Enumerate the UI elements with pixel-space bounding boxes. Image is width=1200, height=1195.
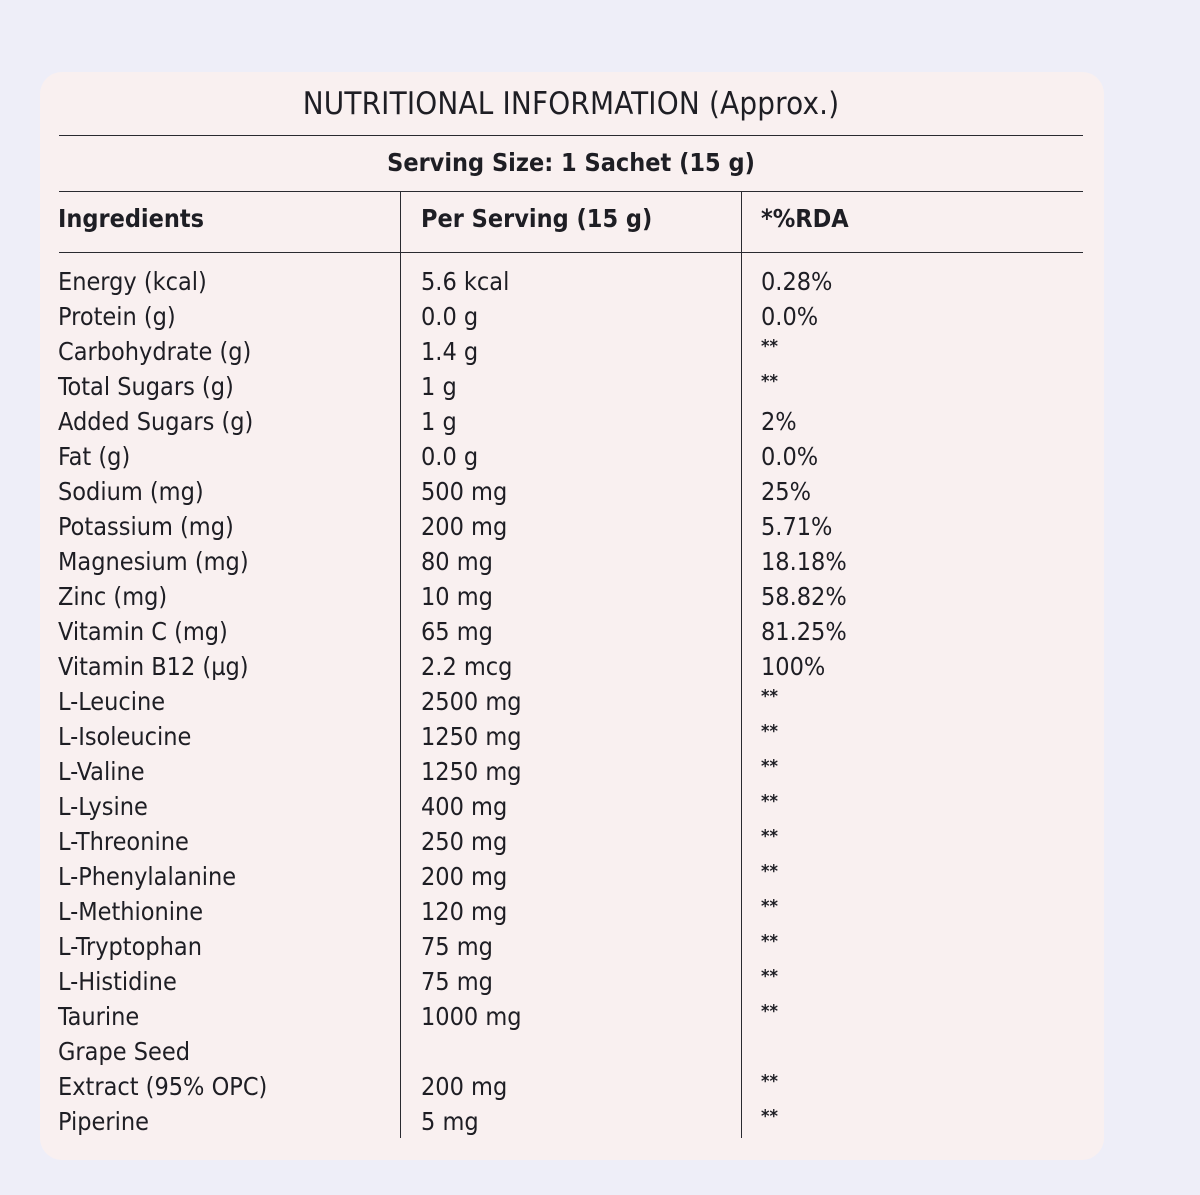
header-rda: *%RDA [761,204,849,233]
rda-value: ** [761,371,778,392]
table-row [0,614,1200,649]
rda-value: 81.25% [761,617,847,646]
ingredient-name [58,614,228,649]
ingredient-name [58,649,249,684]
rda-value: ** [761,686,778,707]
divider-serving [59,191,1083,192]
ingredient-name-line: Sodium (mg) [58,477,204,506]
rda-value: 0.0% [761,302,819,331]
per-serving-value: 1250 mg [421,757,522,786]
rda-value: 5.71% [761,512,833,541]
ingredient-name-line: L-Leucine [58,687,166,716]
ingredient-name-line: Fat (g) [58,442,131,471]
ingredient-name-line: L-Threonine [58,827,189,856]
per-serving-value: 200 mg [421,1072,508,1101]
per-serving-value: 5 mg [421,1107,479,1136]
rda-value: 2% [761,407,797,436]
rda-value: ** [761,1106,778,1127]
table-row [0,964,1200,999]
table-row [0,299,1200,334]
table-row [0,544,1200,579]
table-row [0,509,1200,544]
ingredient-name-line: Magnesium (mg) [58,547,249,576]
ingredient-name-line: Energy (kcal) [58,267,207,296]
per-serving-value: 200 mg [421,512,508,541]
ingredient-name [58,1034,267,1104]
ingredient-name-line: Taurine [58,1002,140,1031]
ingredient-name [58,859,236,894]
ingredient-name-line: Potassium (mg) [58,512,234,541]
per-serving-value: 1.4 g [421,337,479,366]
ingredient-name-line: L-Isoleucine [58,722,192,751]
per-serving-value: 1 g [421,372,457,401]
ingredient-name-line: Piperine [58,1107,149,1136]
rda-value: ** [761,931,778,952]
table-row [0,474,1200,509]
table-row [0,719,1200,754]
table-row [0,929,1200,964]
per-serving-value: 1 g [421,407,457,436]
divider-header [59,252,1083,253]
rda-value: ** [761,336,778,357]
ingredient-name [58,754,145,789]
per-serving-value: 5.6 kcal [421,267,510,296]
table-row [0,1104,1200,1139]
table-row [0,684,1200,719]
panel-title: NUTRITIONAL INFORMATION (Approx.) [302,86,840,122]
per-serving-value: 65 mg [421,617,493,646]
table-row [0,404,1200,439]
rda-value: 18.18% [761,547,847,576]
ingredient-name [58,684,165,719]
table-row [0,824,1200,859]
rda-value: 0.0% [761,442,819,471]
per-serving-value: 80 mg [421,547,493,576]
ingredient-name [58,894,203,929]
ingredient-name [58,474,204,509]
per-serving-value: 75 mg [421,967,493,996]
ingredient-name-line: Zinc (mg) [58,582,168,611]
per-serving-value: 1250 mg [421,722,522,751]
per-serving-value: 2.2 mcg [421,652,513,681]
rda-value: ** [761,1001,778,1022]
ingredient-name [58,1104,149,1139]
table-row [0,649,1200,684]
ingredient-name-line: L-Valine [58,757,145,786]
ingredient-name [58,964,177,999]
rda-value: ** [761,966,778,987]
table-row [0,439,1200,474]
divider-top [59,135,1083,136]
table-row [0,894,1200,929]
table-row [0,1034,1200,1104]
ingredient-name-line: L-Phenylalanine [58,862,237,891]
ingredient-name-line: Vitamin B12 (µg) [58,652,249,681]
rda-value: 58.82% [761,582,847,611]
per-serving-value: 2500 mg [421,687,522,716]
table-row [0,264,1200,299]
per-serving-value: 120 mg [421,897,508,926]
table-row [0,999,1200,1034]
rda-value: 100% [761,652,826,681]
rda-value: ** [761,826,778,847]
table-row [0,334,1200,369]
per-serving-value: 250 mg [421,827,508,856]
ingredient-name [58,824,189,859]
ingredient-name-line: Total Sugars (g) [58,372,234,401]
ingredient-name [58,929,202,964]
rda-value: ** [761,1071,778,1092]
rda-value: ** [761,721,778,742]
ingredient-name-line: Vitamin C (mg) [58,617,228,646]
ingredient-name-line: L-Tryptophan [58,932,202,961]
per-serving-value: 1000 mg [421,1002,522,1031]
table-row [0,789,1200,824]
ingredient-name-line: Extract (95% OPC) [58,1072,268,1101]
ingredient-name [58,369,234,404]
rda-value: ** [761,861,778,882]
ingredient-name [58,334,251,369]
nutrition-rows [0,264,1200,1139]
table-row [0,859,1200,894]
rda-value: ** [761,756,778,777]
header-per-serving: Per Serving (15 g) [421,204,653,233]
ingredient-name-line: L-Histidine [58,967,177,996]
ingredient-name [58,509,234,544]
ingredient-name [58,789,148,824]
header-ingredients: Ingredients [58,204,205,233]
per-serving-value: 500 mg [421,477,508,506]
ingredient-name [58,544,249,579]
ingredient-name [58,999,139,1034]
rda-value: ** [761,896,778,917]
per-serving-value: 0.0 g [421,302,479,331]
ingredient-name-line: L-Lysine [58,792,148,821]
serving-size: Serving Size: 1 Sachet (15 g) [387,148,755,177]
ingredient-name-line: Added Sugars (g) [58,407,254,436]
table-row [0,754,1200,789]
ingredient-name [58,264,207,299]
ingredient-name [58,299,176,334]
ingredient-name-line: Grape Seed [58,1037,190,1066]
rda-value: 0.28% [761,267,833,296]
rda-value: ** [761,791,778,812]
ingredient-name [58,579,167,614]
ingredient-name-line: Carbohydrate (g) [58,337,252,366]
per-serving-value: 400 mg [421,792,508,821]
per-serving-value: 200 mg [421,862,508,891]
ingredient-name-line: Protein (g) [58,302,176,331]
table-row [0,369,1200,404]
per-serving-value: 10 mg [421,582,493,611]
ingredient-name-line: L-Methionine [58,897,204,926]
table-row [0,579,1200,614]
ingredient-name [58,404,253,439]
per-serving-value: 75 mg [421,932,493,961]
per-serving-value: 0.0 g [421,442,479,471]
rda-value: 25% [761,477,811,506]
ingredient-name [58,719,191,754]
ingredient-name [58,439,130,474]
